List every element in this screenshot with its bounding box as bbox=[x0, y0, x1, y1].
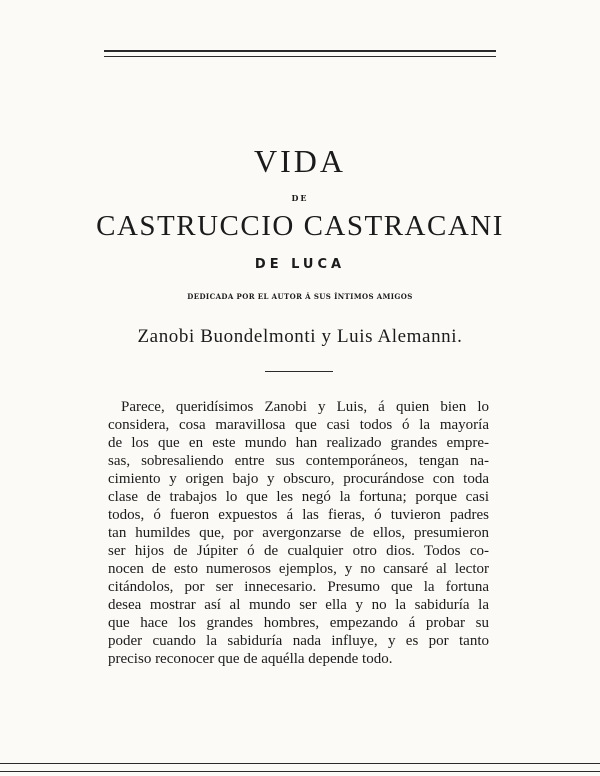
footer-rule-top bbox=[0, 763, 600, 764]
text-line: citándolos, por ser innecesario. Presumo que la fortuna bbox=[108, 579, 489, 595]
text-line: Parece, queridísimos Zanobi y Luis, á quien bien lo bbox=[121, 399, 489, 415]
text-line: de los que en este mundo han realizado grandes empre- bbox=[108, 435, 489, 451]
subject-origin: DE LUCA bbox=[254, 257, 346, 272]
text-line: que hace los grandes hombres, empezando á probar su bbox=[108, 615, 489, 631]
text-line: cimiento y origen bajo y obscuro, procurándose con toda bbox=[108, 471, 489, 487]
dedication-line: DEDICADA POR EL AUTOR Á SUS ÍNTIMOS AMIGOS bbox=[187, 292, 413, 301]
text-line: preciso reconocer que de aquélla depende todo. bbox=[108, 651, 393, 667]
text-line: ser hijos de Júpiter ó de cualquier otro dios. Todos co- bbox=[108, 543, 489, 559]
body-paragraph bbox=[108, 398, 489, 668]
footer-rule-bottom bbox=[0, 771, 600, 772]
title-connector-de: DE bbox=[291, 193, 309, 203]
text-line: considera, cosa maravillosa que casi todos ó la mayoría bbox=[108, 417, 489, 433]
header-rule-top bbox=[104, 50, 496, 52]
section-divider bbox=[265, 371, 333, 372]
subject-name: CASTRUCCIO CASTRACANI bbox=[96, 210, 504, 242]
text-line: sas, sobresaliendo entre sus contemporáneos, tengan na- bbox=[108, 453, 489, 469]
dedicatees: Zanobi Buondelmonti y Luis Alemanni. bbox=[137, 326, 463, 347]
text-line: todos, ó fueron expuestos á las fieras, ó tuvieron padres bbox=[108, 507, 489, 523]
text-line: poder cuando la sabiduría nada influye, y es por tanto bbox=[108, 633, 489, 649]
header-rule-bottom bbox=[104, 56, 496, 57]
text-line: tan humildes que, por avergonzarse de ellos, presumieron bbox=[108, 525, 489, 541]
page-title: VIDA bbox=[254, 143, 346, 179]
text-line: nocen de esto numerosos ejemplos, y no cansaré al lector bbox=[108, 561, 489, 577]
text-line: clase de trabajos lo que les negó la fortuna; porque casi bbox=[108, 489, 489, 505]
text-line: desea mostrar así al mundo ser ella y no la sabiduría la bbox=[108, 597, 489, 613]
